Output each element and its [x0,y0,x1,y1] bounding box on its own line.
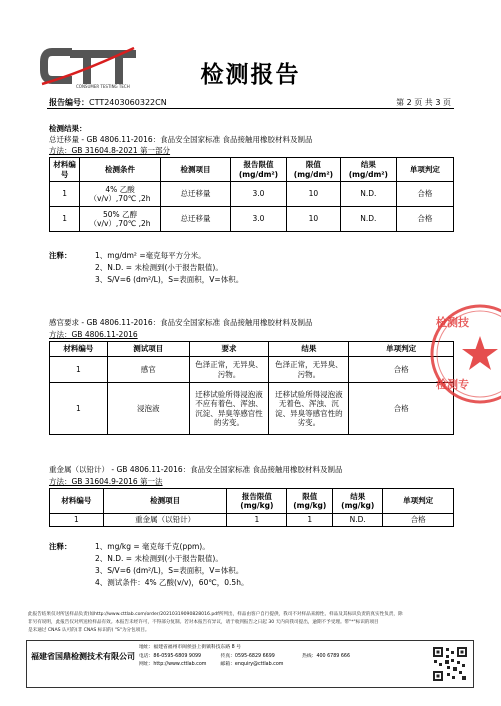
col-verdict: 单项判定 [349,342,454,357]
cell-requirement: 色泽正常，无异臭、污物。 [189,357,269,383]
cell-item: 浸泡液 [107,383,189,435]
col-requirement: 要求 [189,342,269,357]
table-row [50,357,454,383]
col-test-condition: 检测条件 [80,158,161,182]
section2-method: 方法：GB 4806.11-2016 [49,330,138,339]
cell-report-limit: 3.0 [230,207,286,232]
report-number-value: CTT2403060322CN [89,98,167,107]
notes-block-2 [49,541,248,589]
notes-label: 注释： [49,542,72,551]
company-logo [38,44,138,90]
seal-text-bottom: 检测专 [436,378,469,391]
official-seal-stamp [428,300,501,408]
report-number-label: 报告编号： [49,98,89,107]
cell-result: N.D. [340,182,396,207]
page-title: 检测报告 [200,61,301,88]
table-row [50,383,454,435]
table-row [50,182,454,207]
section3-method: 方法：GB 31604.9-2016 第一法 [49,477,163,486]
footer-address: 地址：福建省福州市闽侯县上街镇科技东路 8 号 [139,645,242,650]
cell-item: 感官 [107,357,189,383]
cell-report-limit: 1 [227,514,287,527]
cell-requirement: 迁移试验所得浸泡液不应有着色、浑浊、沉淀、异臭等感官性的劣变。 [189,383,269,435]
section1-standard: 总迁移量 - GB 4806.11-2016：食品安全国家标准 食品接触用橡胶材料及制品 [49,135,313,144]
cell-result: N.D. [340,207,396,232]
heavy-metal-table [49,488,454,527]
disclaimer-line: 非另有说明，此报告仅对所送检样品有效。本报告未经许可，不得部分复制。若对本报告有异议，请于收到报告之日起 30 天内向我司提出，逾期不予受理。带"*"标识的项目 [28,620,379,625]
cell-material-id: 1 [50,207,80,232]
qr-code-icon [431,645,469,683]
col-material-id: 材料编号 [50,489,104,514]
col-test-item: 测试项目 [107,342,189,357]
cell-item: 总迁移量 [160,207,230,232]
footer-fax: 传真：0595-6829 6699 [220,653,275,659]
table-row [50,514,454,527]
footer-disclaimer [28,611,474,635]
col-material-id: 材料编号 [50,342,108,357]
cell-condition: 50% 乙醇（v/v）,70℃ ,2h [80,207,161,232]
page-info: 第 2 页 共 3 页 [396,98,451,107]
cell-limit: 10 [286,207,340,232]
cell-verdict: 合格 [383,514,454,527]
note-item: 2、N.D. = 未检测到(小于报告限值)。 [95,263,223,272]
section1-method: 方法：GB 31604.8-2021 第一部分 [49,146,171,155]
col-result: 结果(mg/kg) [333,489,383,514]
note-item: 2、N.D. = 未检测到(小于报告限值)。 [95,554,223,563]
note-item: 1、mg/kg = 毫克每千克(ppm)。 [95,542,210,551]
cell-result: 迁移试验所得浸泡液无着色、浑浊、沉淀、异臭等感官性的劣变。 [269,383,349,435]
col-verdict: 单项判定 [383,489,454,514]
footer-hotline: 热线：400 6789 666 [302,653,351,659]
cell-limit: 10 [286,182,340,207]
col-limit: 限值(mg/kg) [287,489,333,514]
notes-label: 注释： [49,251,72,260]
cell-result: N.D. [333,514,383,527]
disclaimer-line: 此报告结果仅对所送样品负责(如http://www.cttlab.com/order/20210319090828016.pdf所列出，样品由客户自行提供，我司不对样品来源性、样品及其标识负责的真实性负责，除 [28,612,403,617]
cell-material-id: 1 [50,383,108,435]
report-number [49,97,167,108]
col-material-id: 材料编号 [50,158,80,182]
cell-material-id: 1 [50,357,108,383]
cell-item: 总迁移量 [160,182,230,207]
footer-tel: 电话：86-0595-6809 9099 [139,653,202,659]
col-limit: 限值(mg/dm²) [286,158,340,182]
note-item: 3、S/V=6 (dm²/L)，S=表面积，V=体积。 [95,275,244,284]
col-report-limit: 报告限值(mg/kg) [227,489,287,514]
cell-material-id: 1 [50,182,80,207]
notes-block-1 [49,250,243,286]
results-heading: 检测结果： [49,124,87,133]
cell-verdict: 合格 [396,182,453,207]
col-result: 结果(mg/dm²) [340,158,396,182]
footer-company-name: 福建省国鼎检测技术有限公司 [31,652,135,661]
col-report-limit: 报告限值(mg/dm²) [230,158,286,182]
col-test-item: 检测项目 [160,158,230,182]
seal-text-top: 检测技 [436,316,469,329]
note-item: 4、测试条件：4% 乙酸(v/v)，60℃，0.5h。 [95,578,249,587]
footer-website[interactable]: 网址：http://www.cttlab.com [139,662,207,667]
total-migration-table [49,157,454,232]
header-divider [47,108,454,109]
col-verdict: 单项判定 [396,158,453,182]
cell-result: 色泽正常，无异臭、污物。 [269,357,349,383]
cell-item: 重金属（以铅计） [103,514,227,527]
table-row [50,207,454,232]
cell-material-id: 1 [50,514,104,527]
cell-verdict: 合格 [349,383,454,435]
disclaimer-line: 是未通过 CNAS 认可的(非 CNAS 标识的) "S"为分包项目。 [28,628,150,633]
cell-report-limit: 3.0 [230,182,286,207]
cell-verdict: 合格 [349,357,454,383]
note-item: 3、S/V=6 (dm²/L)，S=表面积，V=体积。 [95,566,244,575]
footer-contact-info [139,644,350,670]
cell-condition: 4% 乙酸（v/v）,70℃ ,2h [80,182,161,207]
logo-tagline: CONSUMER TESTING TECH [76,84,130,89]
cell-limit: 1 [287,514,333,527]
sensory-table [49,341,454,435]
footer-contact-box [26,640,474,688]
cell-verdict: 合格 [396,207,453,232]
note-item: 1、mg/dm² =毫克每平方分米。 [95,251,206,260]
section2-standard: 感官要求 - GB 4806.11-2016：食品安全国家标准 食品接触用橡胶材料及制品 [49,318,313,327]
section3-standard: 重金属（以铅计） - GB 4806.11-2016：食品安全国家标准 食品接触用橡胶材料及制品 [49,465,343,474]
col-result: 结果 [269,342,349,357]
footer-email[interactable]: 邮箱：enquiry@cttlab.com [220,662,284,667]
col-test-item: 检测项目 [103,489,227,514]
